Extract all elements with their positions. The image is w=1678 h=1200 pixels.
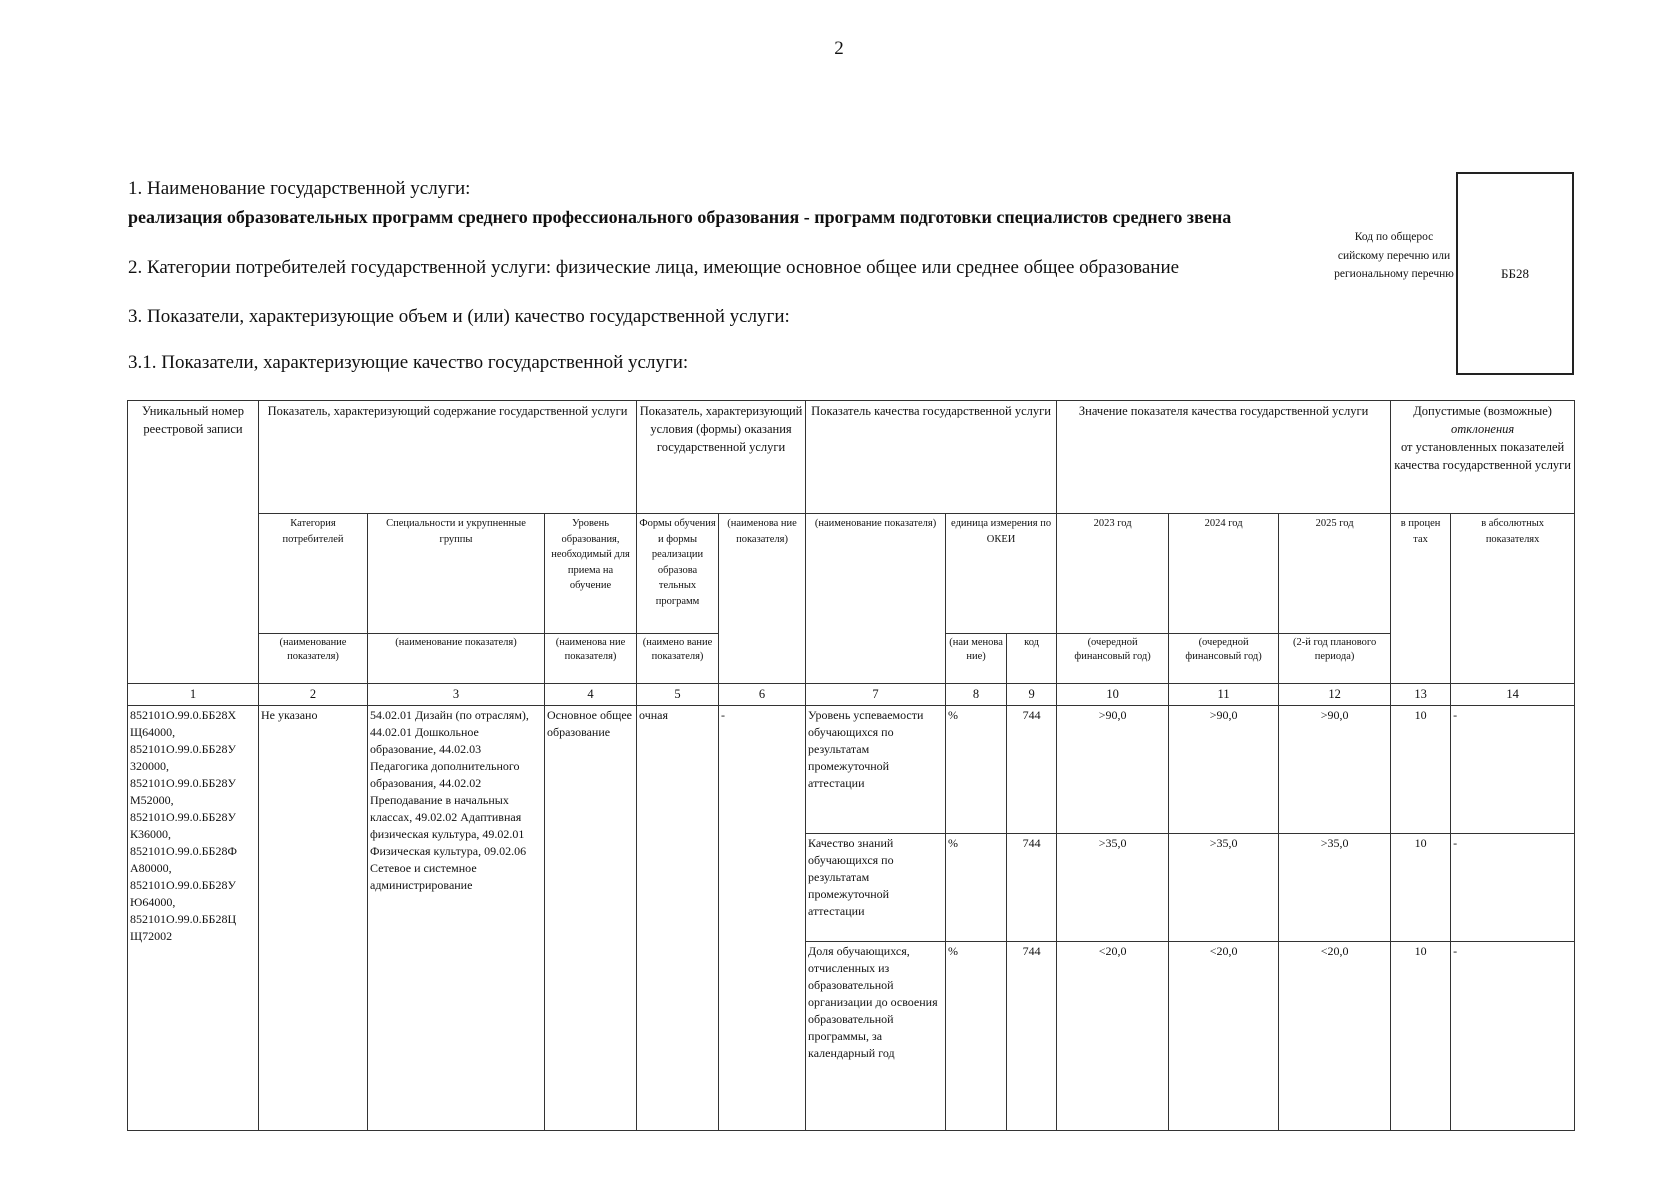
consumer-categories: 2. Категории потребителей государственной услуги: физические лица, имеющие основное общее или среднее общее образование (128, 257, 1180, 278)
code-cell: 744 (1007, 706, 1057, 834)
category-cell: Не указано (259, 706, 368, 1131)
header-c12-period: (2-й год планового периода) (1279, 634, 1391, 684)
value-2025-cell: <20,0 (1279, 942, 1391, 1131)
value-2024-cell: <20,0 (1169, 942, 1279, 1131)
column-number: 4 (545, 684, 637, 706)
service-name-heading: 1. Наименование государственной услуги: (128, 178, 471, 199)
header-c11-period: (очередной финансовый год) (1169, 634, 1279, 684)
header-level: Уровень образования, необходимый для приема на обучение (545, 514, 637, 634)
header-indicator-name-6: (наименова ние показателя) (719, 514, 806, 684)
column-number: 2 (259, 684, 368, 706)
level-cell: Основное общее образование (545, 706, 637, 1131)
header-in-percent: в процен тах (1391, 514, 1451, 684)
table-header-row-1 (128, 401, 1575, 514)
header-year-2024: 2024 год (1169, 514, 1279, 634)
header-c3-name: (наименование показателя) (368, 634, 545, 684)
header-indicator-name-7: (наименование показателя) (806, 514, 946, 684)
column-number: 14 (1451, 684, 1575, 706)
header-content-indicator: Показатель, характеризующий содержание государственной услуги (259, 401, 637, 514)
indicators-heading: 3. Показатели, характеризующие объем и (или) качество государственной услуги: (128, 306, 790, 327)
column-number: 1 (128, 684, 259, 706)
quality-indicators-heading: 3.1. Показатели, характеризующие качество государственной услуги: (128, 352, 689, 373)
code-cell: 744 (1007, 942, 1057, 1131)
column-number: 13 (1391, 684, 1451, 706)
header-deviations-post: от установленных показателей качества государственной услуги (1394, 440, 1572, 472)
header-c5-name: (наимено вание показателя) (637, 634, 719, 684)
header-c4-name: (наименова ние показателя) (545, 634, 637, 684)
column-number: 12 (1279, 684, 1391, 706)
header-quality-indicator: Показатель качества государственной услуги (806, 401, 1057, 514)
header-c2-name: (наименование показателя) (259, 634, 368, 684)
column-number: 8 (946, 684, 1007, 706)
col6-cell: - (719, 706, 806, 1131)
table-row (128, 706, 1575, 834)
registry-code-label: Код по общерос сийскому перечню или региональному перечню (1334, 231, 1454, 280)
column-number: 11 (1169, 684, 1279, 706)
indicator-cell: Уровень успеваемости обучающихся по результатам промежуточной аттестации (806, 706, 946, 834)
percent-cell: 10 (1391, 942, 1451, 1131)
value-2023-cell: >90,0 (1057, 706, 1169, 834)
column-number: 3 (368, 684, 545, 706)
unit-cell: % (946, 706, 1007, 834)
quality-indicators-table (127, 400, 1575, 1131)
header-c9-code: код (1007, 634, 1057, 684)
header-year-2025: 2025 год (1279, 514, 1391, 634)
percent-cell: 10 (1391, 706, 1451, 834)
value-2024-cell: >35,0 (1169, 834, 1279, 942)
registry-numbers-cell: 852101О.99.0.ББ28Х Щ64000, 852101О.99.0.ББ28У 320000, 852101О.99.0.ББ28У М52000, 852101О.99.0.ББ28У К36000, 852101О.99.0.ББ28Ф А80000, 852101О.99.0.ББ28У Ю64000, 852101О.99.0.ББ28Ц Щ72002 (128, 706, 259, 1131)
unit-cell: % (946, 834, 1007, 942)
header-deviations (1391, 401, 1575, 514)
column-number: 6 (719, 684, 806, 706)
unit-cell: % (946, 942, 1007, 1131)
column-number-row (128, 684, 1575, 706)
table-header-row-2 (128, 514, 1575, 634)
header-forms: Формы обучения и формы реализации образова тельных программ (637, 514, 719, 634)
value-2023-cell: >35,0 (1057, 834, 1169, 942)
header-deviations-italic: отклонения (1450, 422, 1515, 436)
header-specialties: Специальности и укрупненные группы (368, 514, 545, 634)
header-c10-period: (очередной финансовый год) (1057, 634, 1169, 684)
header-conditions-indicator: Показатель, характеризующий условия (формы) оказания государственной услуги (637, 401, 806, 514)
specialties-cell: 54.02.01 Дизайн (по отраслям), 44.02.01 Дошкольное образование, 44.02.03 Педагогика дополнительного образования, 44.02.02 Преподавание в начальных классах, 49.02.02 Адаптивная физическая культура, 49.02.01 Физическая культура, 09.02.06 Сетевое и системное администрирование (368, 706, 545, 1131)
header-in-absolute: в абсолютных показателях (1451, 514, 1575, 684)
value-2025-cell: >35,0 (1279, 834, 1391, 942)
column-number: 9 (1007, 684, 1057, 706)
absolute-cell: - (1451, 834, 1575, 942)
value-2023-cell: <20,0 (1057, 942, 1169, 1131)
header-category: Категория потребителей (259, 514, 368, 634)
column-number: 5 (637, 684, 719, 706)
percent-cell: 10 (1391, 834, 1451, 942)
value-2025-cell: >90,0 (1279, 706, 1391, 834)
header-quality-value: Значение показателя качества государственной услуги (1057, 401, 1391, 514)
page-number: 2 (834, 38, 844, 59)
header-c8-name: (наи менова ние) (946, 634, 1007, 684)
indicator-cell: Качество знаний обучающихся по результатам промежуточной аттестации (806, 834, 946, 942)
column-number: 7 (806, 684, 946, 706)
header-unique-number: Уникальный номер реестровой записи (128, 401, 259, 684)
indicator-cell: Доля обучающихся, отчисленных из образовательной организации до освоения образовательной программы, за календарный год (806, 942, 946, 1131)
header-unit-okei: единица измерения по ОКЕИ (946, 514, 1057, 634)
service-name-value: реализация образовательных программ среднего профессионального образования - программ подготовки специалистов среднего звена (128, 207, 1232, 227)
form-cell: очная (637, 706, 719, 1131)
value-2024-cell: >90,0 (1169, 706, 1279, 834)
absolute-cell: - (1451, 706, 1575, 834)
header-deviations-pre: Допустимые (возможные) (1413, 404, 1552, 418)
column-number: 10 (1057, 684, 1169, 706)
header-year-2023: 2023 год (1057, 514, 1169, 634)
registry-code-value: ББ28 (1501, 265, 1529, 281)
absolute-cell: - (1451, 942, 1575, 1131)
registry-code-box (1456, 172, 1574, 375)
code-cell: 744 (1007, 834, 1057, 942)
